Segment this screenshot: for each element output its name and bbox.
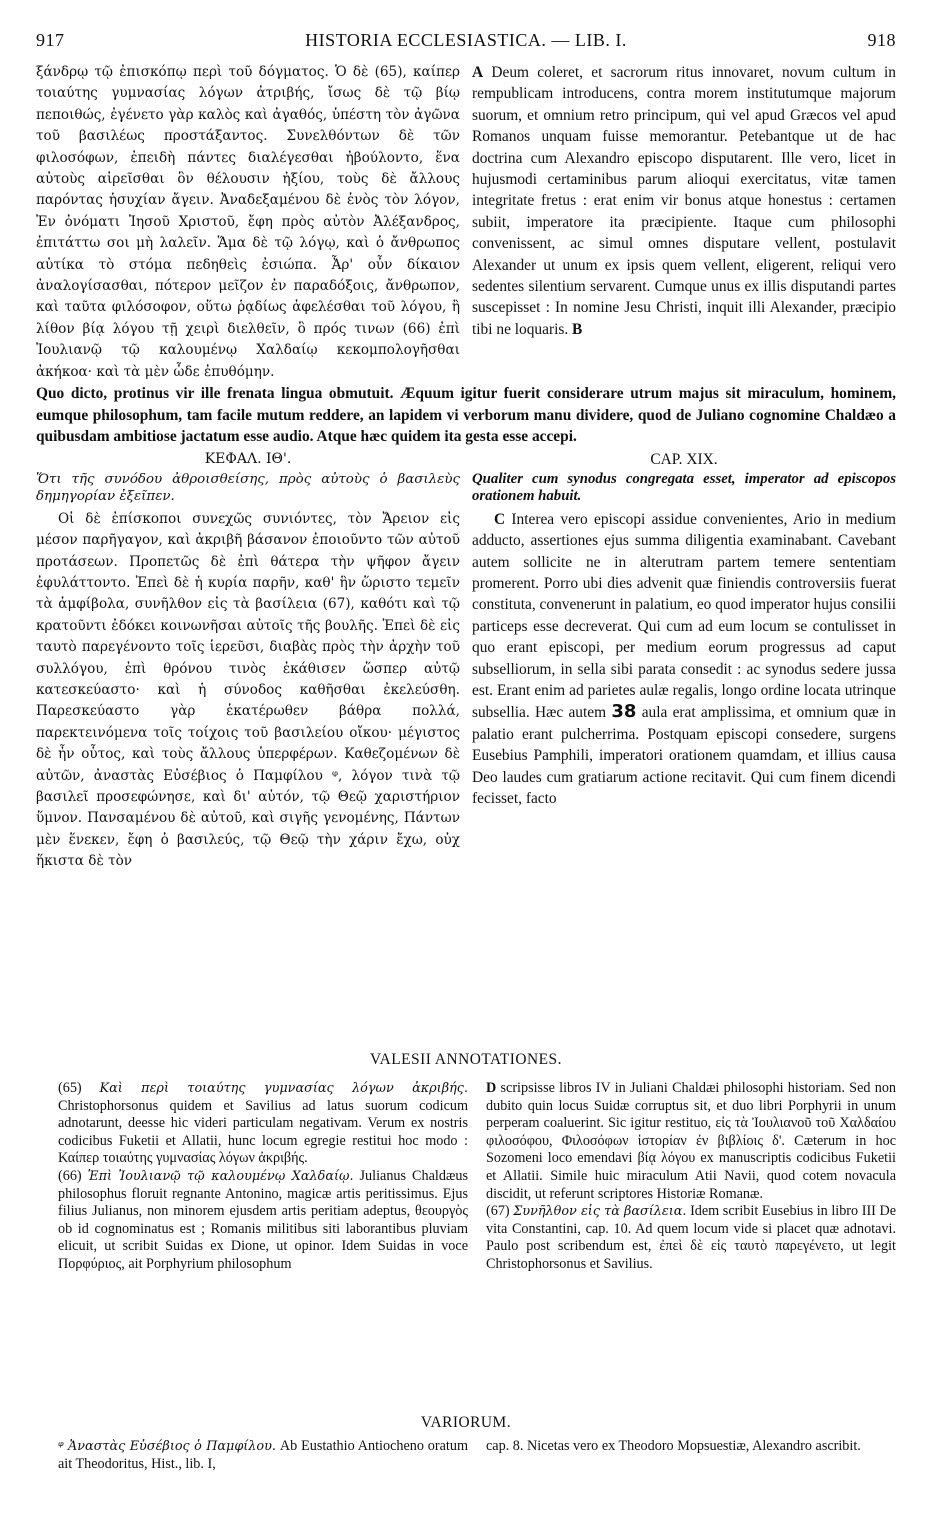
latin-text-c: Interea vero episcopi assidue convenientes, Ario in medium adducto, assertiones ejus summa diligentia examinabant. Cavebant autem sollicite ne in alterutram partem temere sententiam promerent. Porro ubi dies advenit quæ finiendis controversiis fuerat constituta, convenerunt in palatium, eo quod imperator hujus consilii particeps esse decreverat. Qui cum ad eum locum se contulisset in quo erant episcopi, per medium eorum progressus ad caput subselliorum, in sella sibi parata consedit : ac synodus sedere jussa est. Erant enim ad parietes aulæ regalis, longo ordine locata utrinque subsellia. Hæc autem	[472, 510, 897, 722]
greek-column-c	[36, 509, 460, 873]
greek-chapter-heading: ΚΕΦΑΛ. ΙΘ'.	[204, 451, 292, 468]
variorum-notes	[58, 1438, 896, 1473]
margin-marker-a: A	[472, 64, 484, 81]
latin-paragraph-c	[472, 509, 896, 810]
note-66: (66) Ἐπὶ Ἰουλιανῷ τῷ καλουμένῳ Χαλδαίῳ. Julianus Chaldæus philosophus floruit regnante Antonino, magicæ artis peritissimus. Ejus filius Julianus, non minorem ejusdem artis peritiam adeptus, θεουργὸς ob id cognominatus est ; Romanis militibus siti laborantibus pluviam elicuit, ut scribit Suidas ex Dione, ut opinor. Idem Suidas in voce Πορφύριος, ait Porphyrium philosophum	[58, 1167, 469, 1272]
annotations	[58, 1080, 896, 1274]
section-c	[36, 509, 896, 873]
full-width-paragraph: Quo dicto, protinus vir ille frenata lingua obmutuit. Æquum igitur fuerit considerare utrum majus sit miraculum, hominem, eumque philosophum, tam facile mutum reddere, an lapidem vi verborum manu dividere, quod de Juliano cognomine Chaldæo a quibusdam ambitiose jactatum esse audio. Atque hæc quidem ita gesta esse accepi.	[36, 385, 896, 445]
margin-marker-c: C	[494, 510, 506, 528]
page-number-right: 918	[867, 30, 896, 50]
margin-marker-b: B	[572, 320, 583, 338]
main-text	[36, 62, 896, 873]
running-header	[36, 30, 896, 52]
greek-paragraph-a: ξάνδρῳ τῷ ἐπισκόπῳ περὶ τοῦ δόγματος. Ὁ δὲ (65), καίπερ τοιαύτης γυμνασίας λόγων ἀτριβής, ἴσως δὲ τῷ βίῳ πεποιθώς, ἐγένετο γὰρ καλὸς καὶ ἀγαθός, ὑπέστη τὸν ἀγῶνα τοῦ βασιλέως προστάξαντος. Συνελθόντων δὲ τῶν φιλοσόφων, ἐπειδὴ πάντες διαλέγεσθαι ἠβούλοντο, ἕνα αὐτοὺς αἱρεῖσθαι ὃν θέλουσιν ἠξίου, τοὺς δὲ ἄλλους παρόντας ἡσυχίαν ἄγειν. Ἀναδεξαμένου δὲ ἑνὸς τὸν λόγον, Ἐν ὀνόματι Ἰησοῦ Χριστοῦ, ἔφη πρὸς αὐτὸν Ἀλέξανδρος, ἐπιτάττω σοι μὴ λαλεῖν. Ἅμα δὲ τῷ λόγῳ, καὶ ὁ ἄνθρωπος αὐτίκα τὸ στόμα πεδηθεὶς ἐσιώπα. Ἆρ' οὖν δίκαιον ἀναλογίσασθαι, πότερον μεῖζον ἐν παραδόξοις, ἄνθρωπον, καὶ ταῦτα φιλόσοφον, οὕτω ῥᾳδίως ἀφελέσθαι τοῦ λόγου, ἢ λίθον βίᾳ λόγου τῇ χειρὶ διελθεῖν, ὃ πρός τινων (66) ἐπὶ Ἰουλιανῷ τῷ καλουμένῳ Χαλδαίῳ κεκομπολογῆσθαι ἀκήκοα· καὶ τὰ μὲν ὧδε ἐπυθόμην.	[36, 64, 460, 380]
latin-column-a	[472, 62, 896, 383]
running-title: HISTORIA ECCLESIASTICA. — LIB. I.	[305, 30, 627, 50]
greek-chapter-title: Ὅτι τῆς συνόδου ἀθροισθείσης, πρὸς αὐτοὺς ὁ βασιλεὺς δημηγορίαν ἐξεῖπεν.	[36, 471, 460, 504]
chapter-subtitles	[36, 471, 896, 505]
annotations-right	[486, 1080, 896, 1274]
variorum-right: cap. 8. Nicetas vero ex Theodoro Mopsuestiæ, Alexandro ascribit.	[486, 1438, 861, 1454]
margin-marker-d: D	[486, 1080, 497, 1096]
section-a	[36, 62, 896, 383]
patrologia-column-number: 38	[611, 701, 637, 723]
latin-paragraph-a	[472, 62, 896, 340]
chapter-heading-row	[36, 449, 896, 470]
page-number-left: 917	[36, 30, 65, 50]
greek-column-a	[36, 62, 460, 383]
latin-chapter-heading: CAP. XIX.	[650, 451, 718, 469]
latin-text-c-cont: aula erat amplissima, et omnium quæ in palatio erant pulcherrima. Postquam episcopi consedere, surgens Eusebius Pamphili, imperatori orationem quamdam, et illius causa Deo laudes cum gratiarum actione recitavit. Qui cum finem dicendi fecisset, facto	[472, 704, 896, 807]
note-65: (65) Καὶ περὶ τοιαύτης γυμνασίας λόγων ἀκριβής. Christophorsonus quidem et Savilius ad latus suorum codicum adnotarunt, deesse hic videri particulam negativam. Verum ex nostris codicibus Fuketii et Allatii, hunc locum egregie restitui hoc modo : Καίπερ τοιαύτης γυμνασίας λόγων ἀκριβής.	[58, 1080, 469, 1167]
note-67: (67) Συνῆλθον εἰς τὰ βασίλεια. Idem scribit Eusebius in libro III De vita Constantini, cap. 10. Ad quem locum vide si placet quæ adnotavi. Paulo post scribendum est, ἐπεὶ δὲ εἰς ταυτὸ παρεγένετο, ut legit Christophorsonus et Savilius.	[486, 1203, 897, 1272]
annotations-heading: VALESII ANNOTATIONES.	[370, 1051, 562, 1068]
latin-column-c	[472, 509, 896, 873]
annotations-left	[58, 1080, 468, 1274]
variorum-heading: VARIORUM.	[420, 1414, 512, 1431]
variorum-left: ᵠ Ἀναστὰς Εὐσέβιος ὁ Παμφίλου. Ab Eustathio Antiocheno oratum ait Theodoritus, Hist., lib. I,	[58, 1438, 468, 1472]
latin-text-a: Deum coleret, et sacrorum ritus innovaret, novum cultum in rempublicam introducens, contra morem institutumque majorum suorum, et omnium retro principum, qui vel apud Græcos vel apud Romanos unquam fuisse memorantur. Petebantque ut de hac doctrina cum Alexandro episcopo disputarent. Ille vero, licet in hujusmodi certaminibus parum alioqui exercitatus, vitæ tamen integritate fretus : erat enim vir bonus atque honestus : certamen subiit, imperatore ita præcipiente. Itaque cum philosophi convenissent, ac simul omnes disputare vellent, postulavit Alexander ut unum ex ipsis quem vellent, eligerent, reliqui vero sedentes silentium servarent. Cumque unus ex illis disputandi partes suscepisset : In nomine Jesu Christi, inquit illi Alexander, præcipio tibi ne loquaris.	[472, 64, 896, 338]
greek-paragraph-c: Οἱ δὲ ἐπίσκοποι συνεχῶς συνιόντες, τὸν Ἄρειον εἰς μέσον παρῆγαγον, καὶ ἀκριβῆ βάσανον ἐποιοῦντο τῶν αὐτοῦ προτάσεων. Προπετῶς δὲ ἐπὶ θάτερα τὴν ψῆφον ἄγειν ἐφυλάττοντο. Ἐπεὶ δὲ ἡ κυρία παρῆν, καθ' ἣν ὥριστο τεμεῖν τὰ ἀμφίβολα, συνῆλθον εἰς τὰ βασίλεια (67), καθότι καὶ τῷ κρατοῦντι ἐδόκει κοινωνῆσαι αὐτοῖς τῆς βουλῆς. Ἐπεὶ δὲ εἰς ταυτὸ παρεγένοντο τοῖς ἱερεῦσι, διαβὰς πρὸς τὴν ἀρχὴν τοῦ συλλόγου, ἐπὶ θρόνου τινὸς ἐκάθισεν ὥσπερ αὐτῷ κατεσκεύαστο· καὶ ἡ σύνοδος καθῆσθαι ἐκελεύσθη. Παρεσκεύαστο γὰρ ἑκατέρωθεν βάθρα πολλά, παρεκτεινόμενα τοῖς τοίχοις τοῦ βασιλείου οἴκου· μέγιστος δὲ ἦν οὗτος, καὶ τοὺς ἄλλους ὑπερφέρων. Καθεζομένων δὲ αὐτῶν, ἀναστὰς Εὐσέβιος ὁ Παμφίλου ᵠ, λόγον τινὰ τῷ βασιλεῖ προσεφώνησε, καὶ δι' αὐτόν, τῷ Θεῷ χαριστήριον ὕμνον. Πανσαμένου δὲ αὐτοῦ, καὶ σιγῆς γενομένης, Πάντων μὲν ἕνεκεν, ἔφη ὁ βασιλεύς, τῷ Θεῷ τὴν χάριν ἔχω, οὐχ ἥκιστα δὲ τὸν	[36, 510, 460, 870]
latin-chapter-title: Qualiter cum synodus congregata esset, imperator ad episcopos orationem habuit.	[472, 470, 896, 504]
note-66-cont: D scripsisse libros IV in Juliani Chaldæi philosophi historiam. Sed non dubito quin locus Suidæ corruptus sit, et duo libri Porphyrii in unum perperam coaluerint. Sic igitur restituo, εἰς τὰ Ἰουλιανοῦ τοῦ Χαλδαίου φιλοσόφου, Φιλοσόφων ἱστορίαν ἐν βιβλίοις δ'. Cæterum in hoc Sozomeni loco emendavi βίᾳ λόγου ex manuscriptis codicibus Fuketii et Allatii. Simile huic miraculum Atii Navii, quod cotem novacula discidit, ut referunt scriptores Historiæ Romanæ.	[486, 1080, 897, 1202]
